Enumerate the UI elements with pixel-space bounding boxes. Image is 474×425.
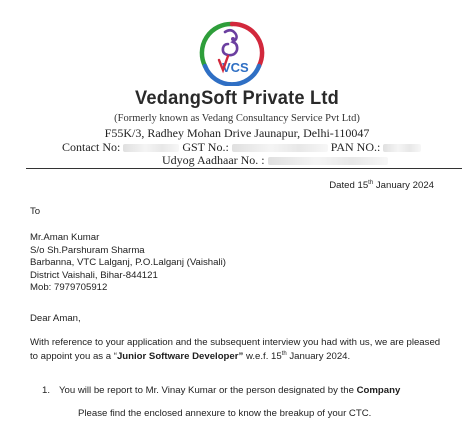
list-item-text: You will be report to Mr. Vinay Kumar or the person designated by the (59, 385, 357, 396)
to-label: To (30, 206, 41, 217)
pan-label: PAN NO.: (330, 140, 381, 154)
date-prefix: Dated 15 (329, 180, 369, 191)
line2-sup: th (281, 350, 287, 357)
paragraph-line-2 (30, 350, 440, 364)
gst-label: GST No.: (182, 140, 229, 154)
list-item-1-detail: Please find the enclosed annexure to know the breakup of your CTC. (78, 408, 372, 419)
company-address: F55K/3, Radhey Mohan Drive Jaunapur, Delhi-110047 (104, 126, 370, 140)
line2-prefix: to appoint you as a “ (30, 350, 117, 362)
job-title: Junior Software Developer” (116, 350, 244, 362)
recipient-address (30, 232, 226, 295)
redacted-contact-number (123, 144, 179, 152)
letterhead-divider (26, 168, 462, 169)
logo-initials: VCS (222, 60, 249, 75)
list-item-1 (42, 385, 401, 396)
list-item-bold: Company (356, 385, 401, 396)
appointment-paragraph (30, 336, 440, 363)
date-sup: th (368, 179, 374, 186)
recipient-mobile: Mob: 7979705912 (30, 282, 108, 294)
company-name: VedangSoft Private Ltd (135, 88, 339, 109)
redacted-udyog-number (268, 157, 388, 165)
company-udyog-line (162, 153, 388, 168)
paragraph-line-1: With reference to your application and the subsequent interview you had with us, we are pleased (30, 337, 441, 348)
vedangsoft-logo (197, 20, 267, 86)
contact-label: Contact No: (62, 140, 121, 154)
line2-mid: w.e.f. 15 (243, 350, 282, 362)
redacted-pan-number (383, 144, 421, 152)
recipient-district: District Vaishali, Bihar-844121 (30, 269, 158, 281)
list-item-number: 1. (42, 385, 51, 396)
company-formerly: (Formerly known as Vedang Consultancy Service Pvt Ltd) (114, 113, 360, 124)
udyog-label: Udyog Aadhaar No. : (162, 153, 265, 167)
recipient-name: Mr.Aman Kumar (30, 232, 100, 243)
line2-suffix: January 2024. (286, 350, 351, 362)
recipient-parent: S/o Sh.Parshuram Sharma (30, 244, 145, 256)
recipient-village: Barbanna, VTC Lalganj, P.O.Lalganj (Vaishali) (30, 257, 226, 269)
redacted-gst-number (232, 144, 328, 152)
date-suffix: January 2024 (373, 180, 434, 191)
salutation: Dear Aman, (30, 313, 81, 324)
letter-date (329, 180, 434, 191)
